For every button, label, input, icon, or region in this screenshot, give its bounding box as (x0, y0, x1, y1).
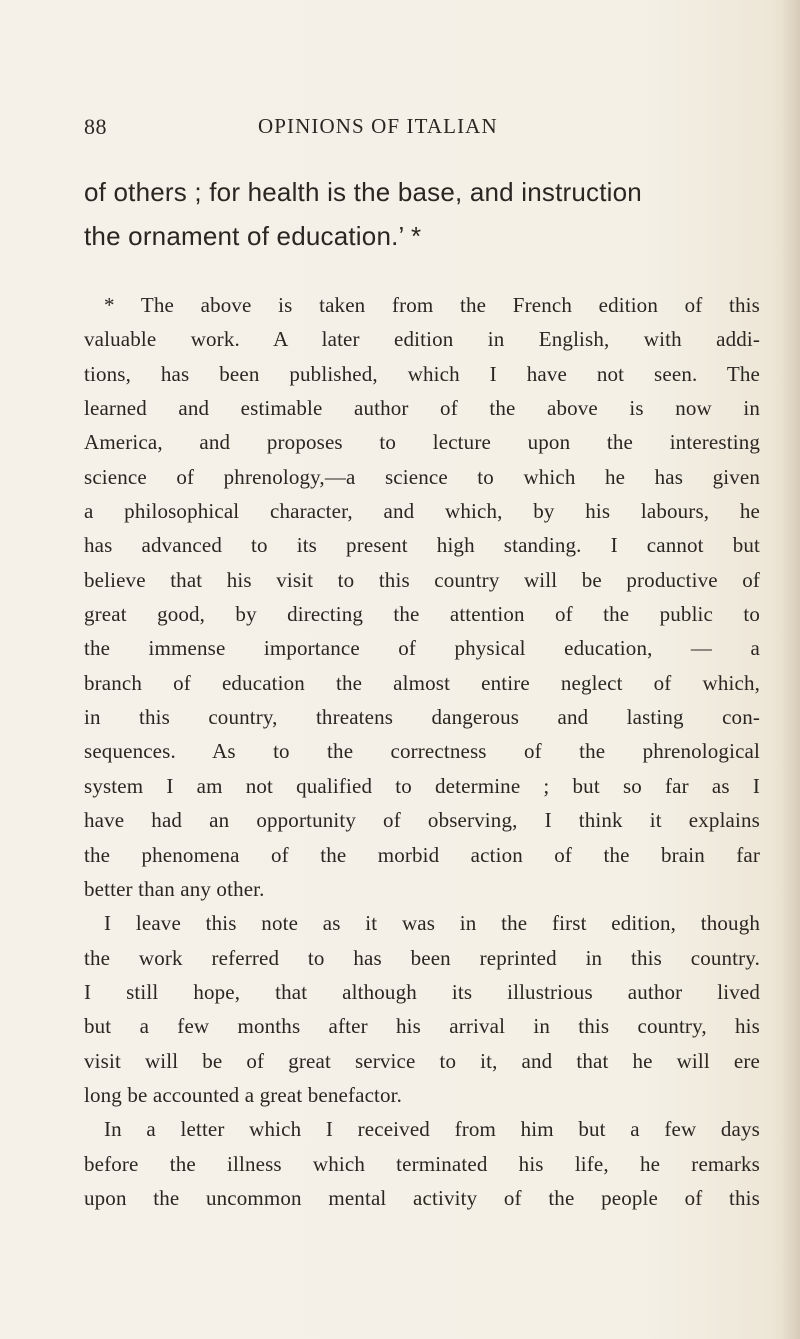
page-edge-shadow (782, 0, 800, 1339)
footnote-line: the immense importance of physical education, — a (84, 636, 760, 661)
footnote-line: believe that his visit to this country will be productive of (84, 567, 760, 592)
footnote-line: before the illness which terminated his life, he remarks (84, 1151, 760, 1176)
main-text (84, 170, 760, 258)
footnote-line: I still hope, that although its illustrious author lived (84, 979, 760, 1004)
footnote-line: a philosophical character, and which, by his labours, he (84, 499, 760, 524)
footnote-line: system I am not qualified to determine ; but so far as I (84, 773, 760, 798)
footnote-line: better than any other. (84, 876, 265, 901)
footnote-line: science of phrenology,—a science to which he has given (84, 464, 760, 489)
page-header (84, 114, 754, 146)
footnote-line: but a few months after his arrival in this country, his (84, 1014, 760, 1039)
footnote-line: have had an opportunity of observing, I think it explains (84, 808, 760, 833)
main-text-line: of others ; for health is the base, and instruction (84, 177, 642, 207)
footnote-line: long be accounted a great benefactor. (84, 1082, 403, 1107)
footnote-line: America, and proposes to lecture upon the interesting (84, 430, 760, 455)
footnote-line: great good, by directing the attention of the public to (84, 602, 760, 627)
footnote-line: I leave this note as it was in the first edition, though (104, 911, 760, 936)
footnote-line: * The above is taken from the French edition of this (104, 293, 760, 317)
running-title: OPINIONS OF ITALIAN (258, 114, 498, 138)
footnote-line: upon the uncommon mental activity of the people of this (84, 1185, 760, 1210)
footnote-line: the phenomena of the morbid action of the brain far (84, 842, 760, 867)
footnote-line: in this country, threatens dangerous and lasting con- (84, 705, 760, 730)
footnote-line: sequences. As to the correctness of the phrenological (84, 739, 760, 764)
footnote-line: learned and estimable author of the above is now in (84, 396, 760, 421)
footnote (84, 288, 760, 1215)
footnote-line: In a letter which I received from him but a few days (104, 1117, 760, 1142)
page-number: 88 (84, 114, 107, 139)
footnote-line: visit will be of great service to it, and that he will ere (84, 1048, 760, 1073)
footnote-line: has advanced to its present high standing. I cannot but (84, 533, 760, 558)
footnote-line: branch of education the almost entire neglect of which, (84, 670, 760, 695)
footnote-line: valuable work. A later edition in English, with addi- (84, 327, 760, 352)
main-text-line: the ornament of education.’ * (84, 221, 422, 251)
footnote-line: tions, has been published, which I have not seen. The (84, 361, 760, 386)
footnote-line: the work referred to has been reprinted in this country. (84, 945, 760, 970)
